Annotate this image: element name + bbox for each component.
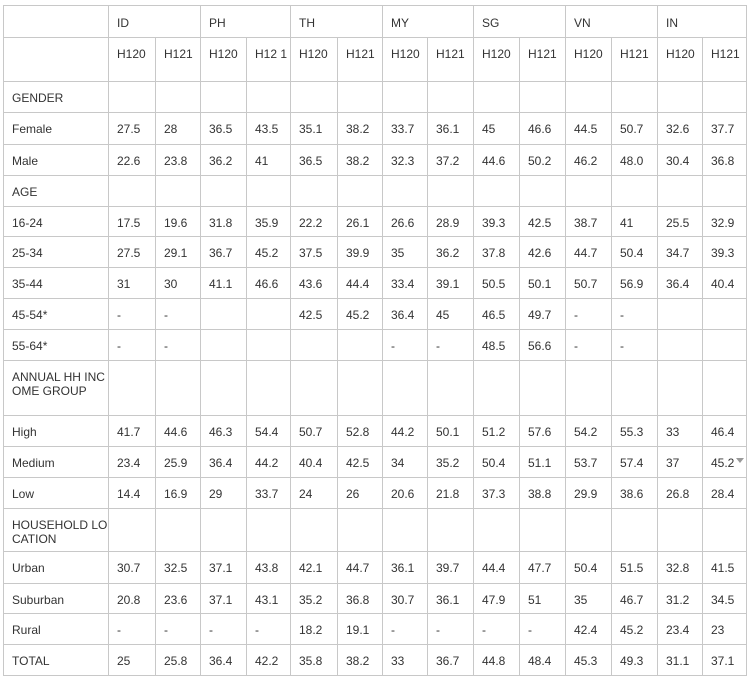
table-cell: 39.3: [474, 207, 520, 237]
table-cell: 46.4: [703, 416, 747, 447]
section-header: GENDER: [3, 82, 109, 113]
table-cell: 47.9: [474, 584, 520, 614]
table-cell: 37.1: [703, 645, 747, 676]
table-cell: 32.9: [703, 207, 747, 237]
empty-cell: [338, 361, 383, 416]
period-header: H120: [566, 38, 612, 82]
table-cell: 17.5: [109, 207, 156, 237]
empty-cell: [156, 509, 201, 552]
table-cell: 25.5: [658, 207, 703, 237]
table-cell: -: [109, 330, 156, 361]
table-cell: -: [109, 614, 156, 645]
table-cell: 14.4: [109, 478, 156, 509]
table-cell: 36.4: [658, 268, 703, 299]
table-cell: 38.7: [566, 207, 612, 237]
table-cell: 44.2: [247, 447, 291, 478]
table-cell: 37.1: [201, 584, 247, 614]
period-header: H120: [291, 38, 338, 82]
table-cell: 38.8: [520, 478, 566, 509]
empty-cell: [156, 176, 201, 207]
table-cell: 38.2: [338, 113, 383, 145]
table-cell: -: [383, 614, 428, 645]
empty-cell: [247, 82, 291, 113]
section-header: HOUSEHOLD LOCATION: [3, 509, 109, 552]
table-cell: 44.5: [566, 113, 612, 145]
empty-cell: [428, 509, 474, 552]
table-cell: 23: [703, 614, 747, 645]
table-cell: [247, 299, 291, 330]
table-cell: 19.6: [156, 207, 201, 237]
table-cell: 33: [383, 645, 428, 676]
table-cell: 36.5: [201, 113, 247, 145]
table-cell: 42.1: [291, 552, 338, 584]
empty-cell: [201, 82, 247, 113]
empty-cell: [247, 176, 291, 207]
table-cell: [201, 330, 247, 361]
table-cell: 30.4: [658, 145, 703, 176]
table-cell: 53.7: [566, 447, 612, 478]
section-header: ANNUAL HH INCOME GROUP: [3, 361, 109, 416]
table-cell: [291, 330, 338, 361]
table-cell: [703, 330, 747, 361]
table-cell: 34.5: [703, 584, 747, 614]
table-cell: 21.8: [428, 478, 474, 509]
table-cell: -: [428, 330, 474, 361]
period-header: H12 1: [247, 38, 291, 82]
table-cell: 32.5: [156, 552, 201, 584]
table-cell: 31: [109, 268, 156, 299]
table-cell: -: [566, 299, 612, 330]
country-header-my: MY: [383, 5, 474, 38]
empty-cell: [428, 82, 474, 113]
table-cell: 23.4: [109, 447, 156, 478]
table-cell: 46.5: [474, 299, 520, 330]
table-cell: 36.1: [428, 113, 474, 145]
table-cell: 36.2: [201, 145, 247, 176]
table-cell: 37.7: [703, 113, 747, 145]
table-cell: 34: [383, 447, 428, 478]
table-cell: 43.6: [291, 268, 338, 299]
table-cell: 26: [338, 478, 383, 509]
empty-cell: [612, 176, 658, 207]
table-cell: 33: [658, 416, 703, 447]
empty-cell: [658, 82, 703, 113]
table-cell: 39.9: [338, 237, 383, 268]
table-cell: 43.5: [247, 113, 291, 145]
table-cell: 50.7: [612, 113, 658, 145]
table-cell: -: [109, 299, 156, 330]
empty-cell: [383, 176, 428, 207]
table-cell: 52.8: [338, 416, 383, 447]
empty-cell: [247, 509, 291, 552]
row-label: TOTAL: [3, 645, 109, 676]
table-cell: -: [612, 330, 658, 361]
table-cell: [201, 299, 247, 330]
table-cell: 35.2: [428, 447, 474, 478]
table-cell: 20.8: [109, 584, 156, 614]
table-cell: -: [520, 614, 566, 645]
empty-cell: [474, 176, 520, 207]
period-header: H121: [612, 38, 658, 82]
table-cell: 22.2: [291, 207, 338, 237]
table-cell: 28: [156, 113, 201, 145]
empty-cell: [658, 509, 703, 552]
table-cell: 51.5: [612, 552, 658, 584]
empty-cell: [338, 509, 383, 552]
table-cell: 31.8: [201, 207, 247, 237]
period-header: H120: [658, 38, 703, 82]
period-header: H120: [109, 38, 156, 82]
table-cell: 48.0: [612, 145, 658, 176]
table-cell: 57.4: [612, 447, 658, 478]
table-cell: 23.6: [156, 584, 201, 614]
table-cell: 36.1: [428, 584, 474, 614]
table-cell: 50.2: [520, 145, 566, 176]
table-cell: 36.7: [428, 645, 474, 676]
table-cell: 36.7: [201, 237, 247, 268]
table-cell: 44.7: [566, 237, 612, 268]
table-cell: 28.9: [428, 207, 474, 237]
table-cell: 29.9: [566, 478, 612, 509]
table-cell: 27.5: [109, 237, 156, 268]
table-cell: 27.5: [109, 113, 156, 145]
table-cell: 35.1: [291, 113, 338, 145]
table-cell: -: [156, 330, 201, 361]
table-cell: 25.8: [156, 645, 201, 676]
empty-cell: [201, 176, 247, 207]
empty-cell: [520, 176, 566, 207]
empty-cell: [291, 82, 338, 113]
country-header-th: TH: [291, 5, 383, 38]
table-cell: 44.6: [156, 416, 201, 447]
table-cell: 45.2: [612, 614, 658, 645]
table-cell: 40.4: [703, 268, 747, 299]
table-cell: 54.4: [247, 416, 291, 447]
table-cell: 44.7: [338, 552, 383, 584]
empty-cell: [156, 361, 201, 416]
empty-cell: [474, 361, 520, 416]
table-cell: 36.2: [428, 237, 474, 268]
table-cell: 26.8: [658, 478, 703, 509]
table-cell: 18.2: [291, 614, 338, 645]
empty-cell: [338, 82, 383, 113]
table-cell: 44.4: [474, 552, 520, 584]
empty-cell: [566, 509, 612, 552]
table-cell: 45.3: [566, 645, 612, 676]
cell-resize-handle-icon[interactable]: [736, 451, 742, 457]
table-cell: 25.9: [156, 447, 201, 478]
empty-cell: [428, 361, 474, 416]
empty-cell: [428, 176, 474, 207]
table-cell: 46.7: [612, 584, 658, 614]
table-cell: 41: [247, 145, 291, 176]
period-header: H120: [474, 38, 520, 82]
table-cell: 35.9: [247, 207, 291, 237]
table-cell: 33.7: [247, 478, 291, 509]
table-cell: 19.1: [338, 614, 383, 645]
table-cell: 42.2: [247, 645, 291, 676]
row-label: 16-24: [3, 207, 109, 237]
table-cell: 42.4: [566, 614, 612, 645]
table-cell: 54.2: [566, 416, 612, 447]
table-cell: -: [612, 299, 658, 330]
row-label: 25-34: [3, 237, 109, 268]
table-cell: 24: [291, 478, 338, 509]
empty-cell: [703, 361, 747, 416]
table-cell: 26.1: [338, 207, 383, 237]
empty-cell: [338, 176, 383, 207]
row-label: Low: [3, 478, 109, 509]
table-cell: 26.6: [383, 207, 428, 237]
row-label: Male: [3, 145, 109, 176]
table-cell: 35: [383, 237, 428, 268]
table-cell: 32.6: [658, 113, 703, 145]
table-cell: 41: [612, 207, 658, 237]
table-cell: 49.7: [520, 299, 566, 330]
table-cell: 50.7: [566, 268, 612, 299]
table-cell: 37.3: [474, 478, 520, 509]
table-cell: 36.4: [383, 299, 428, 330]
table-cell: -: [247, 614, 291, 645]
empty-cell: [201, 509, 247, 552]
table-cell: 46.2: [566, 145, 612, 176]
table-cell: 28.4: [703, 478, 747, 509]
row-label: High: [3, 416, 109, 447]
country-header-sg: SG: [474, 5, 566, 38]
empty-cell: [109, 176, 156, 207]
table-cell: 42.5: [520, 207, 566, 237]
table-cell: 56.6: [520, 330, 566, 361]
empty-cell: [566, 176, 612, 207]
empty-cell: [520, 509, 566, 552]
table-cell: -: [383, 330, 428, 361]
table-cell: 50.5: [474, 268, 520, 299]
row-label: 55-64*: [3, 330, 109, 361]
empty-cell: [109, 361, 156, 416]
table-cell: [247, 330, 291, 361]
table-cell: 36.4: [201, 447, 247, 478]
empty-cell: [658, 361, 703, 416]
country-header-ph: PH: [201, 5, 291, 38]
table-cell: 47.7: [520, 552, 566, 584]
table-cell: [703, 299, 747, 330]
table-cell: 23.4: [658, 614, 703, 645]
table-cell: 32.3: [383, 145, 428, 176]
table-cell: 34.7: [658, 237, 703, 268]
table-cell: 48.5: [474, 330, 520, 361]
table-cell: -: [156, 614, 201, 645]
empty-cell: [201, 361, 247, 416]
table-cell: 35: [566, 584, 612, 614]
row-label: Urban: [3, 552, 109, 584]
table-cell: 45.2: [338, 299, 383, 330]
country-header-id: ID: [109, 5, 201, 38]
table-cell: 50.4: [612, 237, 658, 268]
empty-cell: [291, 509, 338, 552]
table-cell: 42.5: [338, 447, 383, 478]
table-cell: 42.5: [291, 299, 338, 330]
empty-cell: [520, 82, 566, 113]
table-cell: -: [156, 299, 201, 330]
table-cell: 29.1: [156, 237, 201, 268]
table-cell: 45: [428, 299, 474, 330]
empty-cell: [703, 509, 747, 552]
table-cell: 50.1: [428, 416, 474, 447]
table-cell: 48.4: [520, 645, 566, 676]
table-cell: 36.8: [338, 584, 383, 614]
table-cell: 56.9: [612, 268, 658, 299]
period-header: H121: [338, 38, 383, 82]
table-cell: -: [428, 614, 474, 645]
table-cell: 44.8: [474, 645, 520, 676]
empty-cell: [291, 361, 338, 416]
empty-cell: [612, 361, 658, 416]
table-cell: 55.3: [612, 416, 658, 447]
table-cell: 38.2: [338, 645, 383, 676]
table-cell: 41.7: [109, 416, 156, 447]
empty-cell: [156, 82, 201, 113]
table-cell: 41.5: [703, 552, 747, 584]
row-label: 45-54*: [3, 299, 109, 330]
table-cell: 25: [109, 645, 156, 676]
table-cell: 50.4: [474, 447, 520, 478]
empty-cell: [566, 361, 612, 416]
table-cell: 39.3: [703, 237, 747, 268]
period-header: H120: [201, 38, 247, 82]
table-cell: 36.8: [703, 145, 747, 176]
table-cell: 45: [474, 113, 520, 145]
empty-cell: [703, 176, 747, 207]
table-cell: -: [474, 614, 520, 645]
table-cell: 33.7: [383, 113, 428, 145]
table-cell: 38.2: [338, 145, 383, 176]
table-cell: [658, 330, 703, 361]
table-cell: [658, 299, 703, 330]
table-cell: 37.5: [291, 237, 338, 268]
table-cell: 22.6: [109, 145, 156, 176]
empty-cell: [109, 82, 156, 113]
table-cell: 42.6: [520, 237, 566, 268]
empty-cell: [658, 176, 703, 207]
period-header: H121: [428, 38, 474, 82]
table-cell: 43.8: [247, 552, 291, 584]
empty-cell: [383, 361, 428, 416]
table-cell: 32.8: [658, 552, 703, 584]
table-cell: [338, 330, 383, 361]
period-header: H120: [383, 38, 428, 82]
empty-cell: [109, 509, 156, 552]
table-cell: 44.4: [338, 268, 383, 299]
table-cell: 29: [201, 478, 247, 509]
empty-cell: [291, 176, 338, 207]
table-cell: 41.1: [201, 268, 247, 299]
row-label: 35-44: [3, 268, 109, 299]
table-cell: 39.1: [428, 268, 474, 299]
table-cell: 35.8: [291, 645, 338, 676]
table-cell: 38.6: [612, 478, 658, 509]
row-label: Female: [3, 113, 109, 145]
row-label: Suburban: [3, 584, 109, 614]
empty-cell: [474, 82, 520, 113]
table-cell: 43.1: [247, 584, 291, 614]
period-header: H121: [703, 38, 747, 82]
empty-cell: [612, 509, 658, 552]
row-label: Rural: [3, 614, 109, 645]
table-cell: 51.2: [474, 416, 520, 447]
subheader-blank: [3, 38, 109, 82]
country-header-vn: VN: [566, 5, 658, 38]
empty-cell: [247, 361, 291, 416]
table-cell: -: [566, 330, 612, 361]
table-cell: 51: [520, 584, 566, 614]
table-cell: 16.9: [156, 478, 201, 509]
empty-cell: [520, 361, 566, 416]
table-cell: 37.1: [201, 552, 247, 584]
table-cell: 40.4: [291, 447, 338, 478]
table-cell: 44.2: [383, 416, 428, 447]
table-cell: 49.3: [612, 645, 658, 676]
table-cell: 57.6: [520, 416, 566, 447]
table-cell: 39.7: [428, 552, 474, 584]
table-cell: 36.1: [383, 552, 428, 584]
table-cell: 37.8: [474, 237, 520, 268]
table-cell: 50.1: [520, 268, 566, 299]
table-cell: -: [201, 614, 247, 645]
table-cell: 35.2: [291, 584, 338, 614]
table-cell: 50.4: [566, 552, 612, 584]
table-cell: 50.7: [291, 416, 338, 447]
empty-cell: [383, 509, 428, 552]
table-cell: 45.2: [703, 447, 747, 478]
table-cell: 37.2: [428, 145, 474, 176]
table-cell: 51.1: [520, 447, 566, 478]
row-label: Medium: [3, 447, 109, 478]
empty-cell: [566, 82, 612, 113]
table-cell: 23.8: [156, 145, 201, 176]
empty-cell: [612, 82, 658, 113]
table-cell: 33.4: [383, 268, 428, 299]
country-header-in: IN: [658, 5, 747, 38]
table-cell: 46.6: [520, 113, 566, 145]
table-cell: 45.2: [247, 237, 291, 268]
table-cell: 44.6: [474, 145, 520, 176]
empty-cell: [703, 82, 747, 113]
empty-cell: [383, 82, 428, 113]
corner-cell: [3, 5, 109, 38]
table-cell: 30.7: [109, 552, 156, 584]
table-cell: 30.7: [383, 584, 428, 614]
table-cell: 36.4: [201, 645, 247, 676]
table-cell: 31.2: [658, 584, 703, 614]
section-header: AGE: [3, 176, 109, 207]
table-cell: 37: [658, 447, 703, 478]
table-cell: 36.5: [291, 145, 338, 176]
period-header: H121: [156, 38, 201, 82]
period-header: H121: [520, 38, 566, 82]
table-cell: 31.1: [658, 645, 703, 676]
table-cell: 30: [156, 268, 201, 299]
table-cell: 46.6: [247, 268, 291, 299]
table-cell: 46.3: [201, 416, 247, 447]
empty-cell: [474, 509, 520, 552]
table-cell: 20.6: [383, 478, 428, 509]
